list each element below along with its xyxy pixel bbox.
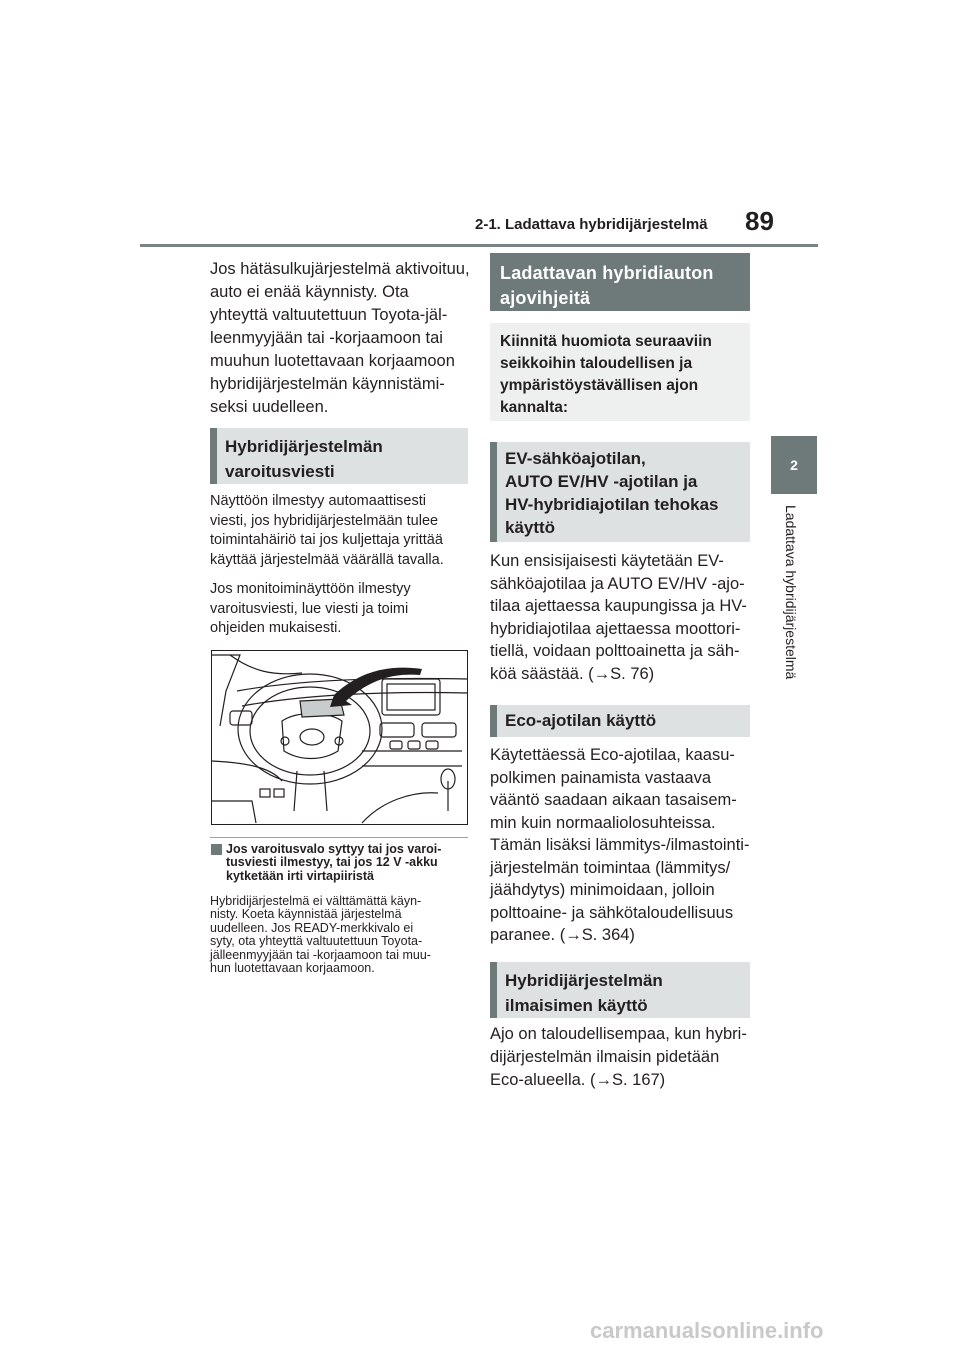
note-body — [210, 895, 475, 975]
text-line: kannalta: — [500, 399, 569, 416]
warning-paragraph-2 — [210, 580, 475, 639]
text-line: järjestelmän toimintaa (lämmitys/ — [490, 858, 731, 877]
text-line: ohjeiden mukaisesti. — [210, 620, 342, 636]
text-line: Ajo on taloudellisempaa, kun hybri- — [490, 1025, 747, 1043]
text-line: Hybridijärjestelmä ei välttämättä käyn- — [210, 894, 422, 908]
chapter-number: 2 — [790, 457, 798, 473]
chapter-side-label-text: Ladattava hybridijärjestelmä — [783, 505, 799, 680]
text-line: uudelleen. Jos READY-merkkivalo ei — [210, 920, 414, 935]
text-line: polkimen painamista vastaava — [490, 768, 712, 787]
text-line: seksi uudelleen. — [210, 398, 329, 416]
text-line: tiellä, voidaan polttoainetta ja säh- — [490, 642, 740, 660]
text-line: ympäristöystävällisen ajon — [500, 377, 699, 394]
text-line: Jos varoitusvalo syttyy tai jos varoi- — [226, 842, 442, 856]
heading-line: varoitusviesti — [225, 462, 335, 481]
heading-eco-mode — [490, 705, 750, 737]
chapter-tab — [771, 436, 817, 494]
note-title — [226, 843, 476, 883]
heading-line: Hybridijärjestelmän — [225, 437, 383, 456]
heading-indicator — [490, 962, 750, 1018]
heading-ev-mode — [490, 442, 750, 542]
text-line: hybridijärjestelmän käynnistämi- — [210, 375, 445, 393]
intro-paragraph — [210, 258, 472, 419]
heading-warning-message — [210, 428, 468, 484]
heading-line: käyttö — [505, 518, 556, 537]
intro-callout — [490, 323, 750, 421]
heading-line: ilmaisimen käyttö — [505, 996, 648, 1015]
text-line: tilaa ajettaessa kaupungissa ja HV- — [490, 597, 747, 615]
text-line: muuhun luotettavaan korjaamoon — [210, 352, 455, 370]
section-title: 2-1. Ladattava hybridijärjestelmä — [475, 216, 708, 233]
text-line: Näyttöön ilmestyy automaattisesti — [210, 493, 426, 509]
text-line: sähköajotilaa ja AUTO EV/HV -ajo- — [490, 574, 745, 593]
text-line: hybridiajotilaa ajettaessa moottori- — [490, 619, 741, 638]
text-line: Jos hätäsulkujärjestelmä aktivoituu, — [210, 260, 470, 278]
heading-line: HV-hybridiajotilan tehokas — [505, 495, 719, 514]
heading-driving-tips — [490, 253, 750, 311]
text-line: Eco-alueella. (→S. 167) — [490, 1071, 666, 1089]
eco-paragraph — [490, 744, 755, 947]
text-line: vääntö saadaan aikaan tasaisem- — [490, 791, 737, 809]
warning-paragraph-1 — [210, 492, 475, 570]
text-line: leenmyyjään tai -korjaamoon tai — [210, 329, 443, 347]
text-line: Kun ensisijaisesti käytetään EV- — [490, 552, 724, 570]
note-divider — [210, 837, 468, 838]
text-line: nisty. Koeta käynnistää järjestelmä — [210, 907, 402, 922]
text-line: paranee. (→S. 364) — [490, 926, 635, 944]
chapter-side-label — [781, 505, 803, 705]
text-line: min kuin normaaliolosuhteissa. — [490, 813, 716, 832]
page-number: 89 — [745, 206, 774, 236]
text-line: polttoaine- ja sähkötaloudellisuus — [490, 903, 734, 922]
note-bullet-icon — [211, 844, 222, 855]
text-line: tusviesti ilmestyy, tai jos 12 V -akku — [226, 855, 438, 870]
header-rule — [140, 244, 818, 247]
ev-paragraph — [490, 550, 755, 685]
text-line: Jos monitoiminäyttöön ilmestyy — [210, 581, 411, 597]
text-line: jäähdytys) minimoidaan, jolloin — [490, 881, 715, 899]
dashboard-drawing — [212, 651, 467, 824]
heading-line: Eco-ajotilan käyttö — [505, 711, 657, 730]
heading-line: Hybridijärjestelmän — [505, 971, 663, 990]
text-line: varoitusviesti, lue viesti ja toimi — [210, 600, 409, 617]
watermark: carmanualsonline.info — [590, 1318, 824, 1343]
heading-line: AUTO EV/HV -ajotilan ja — [505, 472, 698, 491]
text-line: Kiinnitä huomiota seuraaviin — [500, 333, 712, 350]
text-line: hun luotettavaan korjaamoon. — [210, 961, 375, 976]
text-line: yhteyttä valtuutettuun Toyota-jäl- — [210, 306, 448, 324]
text-line: Käytettäessä Eco-ajotilaa, kaasu- — [490, 746, 735, 764]
text-line: jälleenmyyjään tai -korjaamoon tai muu- — [210, 947, 431, 962]
text-line: toimintahäiriö tai jos kuljettaja yrittää — [210, 532, 443, 548]
text-line: käyttää järjestelmää väärällä tavalla. — [210, 551, 444, 568]
text-line: seikkoihin taloudellisen ja — [500, 355, 693, 372]
text-line: kytketään irti virtapiiristä — [226, 868, 374, 883]
text-line: dijärjestelmän ilmaisin pidetään — [490, 1048, 720, 1066]
dashboard-illustration — [211, 650, 468, 825]
indicator-paragraph — [490, 1023, 755, 1092]
text-line: Tämän lisäksi lämmitys-/ilmastointi- — [490, 836, 750, 854]
heading-line: Ladattavan hybridiauton — [500, 263, 714, 283]
text-line: auto ei enää käynnisty. Ota — [210, 283, 409, 301]
heading-line: EV-sähköajotilan, — [505, 449, 646, 468]
heading-line: ajovihjeitä — [500, 288, 591, 308]
text-line: syty, ota yhteyttä valtuutettuun Toyota- — [210, 934, 423, 949]
text-line: köä säästää. (→S. 76) — [490, 664, 655, 683]
text-line: viesti, jos hybridijärjestelmään tulee — [210, 512, 439, 529]
